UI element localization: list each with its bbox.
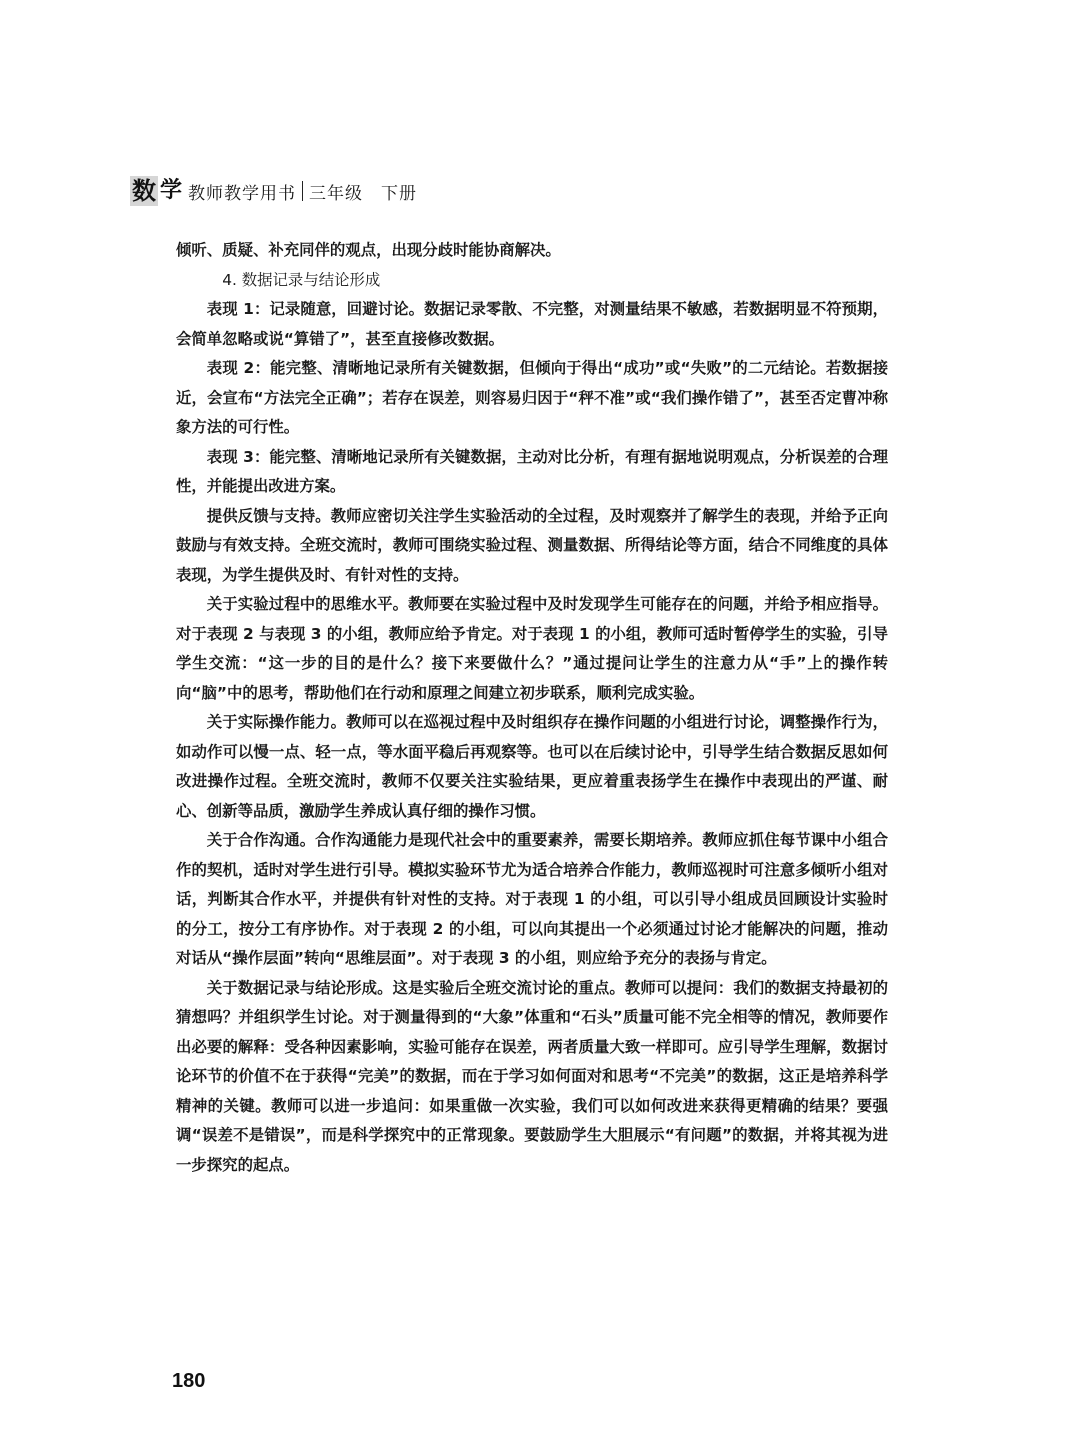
paragraph-cooperation: 关于合作沟通。合作沟通能力是现代社会中的重要素养，需要长期培养。教师应抓住每节课中小组合作的契机，适时对学生进行引导。模拟实验环节尤为适合培养合作能力，教师巡视时可注意多倾听小组对话，判断其合作水平，并提供有针对性的支持。对于表现 1 的小组，可以引导小组成员回顾设计实验时的分工，按分工有序协作。对于表现 2 的小组，可以向其提出一个必须通过讨论才能解决的问题，推动对话从“操作层面”转向“思维层面”。对于表现 3 的小组，则应给予充分的表扬与肯定。 [176,831,888,967]
logo-char-shu: 数 [132,177,156,205]
logo-char-xue: 学 [160,178,183,203]
paragraph-level-3: 表现 3：能完整、清晰地记录所有关键数据，主动对比分析，有理有据地说明观点，分析误差的合理性，并能提出改进方案。 [176,447,888,495]
book-logo [130,176,184,206]
page-number: 180 [172,1370,206,1392]
section-heading: 4. 数据记录与结论形成 [222,270,381,289]
running-header [130,175,417,207]
paragraph-level-1: 表现 1：记录随意，回避讨论。数据记录零散、不完整，对测量结果不敏感，若数据明显不符预期，会简单忽略或说“算错了”，甚至直接修改数据。 [176,300,888,348]
paragraph-feedback: 提供反馈与支持。教师应密切关注学生实验活动的全过程，及时观察并了解学生的表现，并给予正向鼓励与有效支持。全班交流时，教师可围绕实验过程、测量数据、所得结论等方面，结合不同维度的具体表现，为学生提供及时、有针对性的支持。 [176,506,888,584]
paragraph-thinking: 关于实验过程中的思维水平。教师要在实验过程中及时发现学生可能存在的问题，并给予相应指导。对于表现 2 与表现 3 的小组，教师应给予肯定。对于表现 1 的小组，教师可适时暂停学生的实验，引导学生交流：“这一步的目的是什么？接下来要做什么？”通过提问让学生的注意力从“手”上的操作转向“脑”中的思考，帮助他们在行动和原理之间建立初步联系，顺利完成实验。 [176,595,888,702]
book-title: 教师教学用书 [188,183,297,204]
paragraph-continuation: 倾听、质疑、补充同伴的观点，出现分歧时能协商解决。 [176,241,561,259]
paragraph-level-2: 表现 2：能完整、清晰地记录所有关键数据，但倾向于得出“成功”或“失败”的二元结论。若数据接近，会宣布“方法完全正确”；若存在误差，则容易归因于“秤不准”或“我们操作错了”，甚至否定曹冲称象方法的可行性。 [176,359,888,436]
grade-label: 三年级 [309,183,364,204]
paragraph-data-conclusion: 关于数据记录与结论形成。这是实验后全班交流讨论的重点。教师可以提问：我们的数据支持最初的猜想吗？并组织学生讨论。对于测量得到的“大象”体重和“石头”质量可能不完全相等的情况，教师要作出必要的解释：受各种因素影响，实验可能存在误差，两者质量大致一样即可。应引导学生理解，数据讨论环节的价值不在于获得“完美”的数据，而在于学习如何面对和思考“不完美”的数据，这正是培养科学精神的关键。教师可以进一步追问：如果重做一次实验，我们可以如何改进来获得更精确的结果？要强调“误差不是错误”，而是科学探究中的正常现象。要鼓励学生大胆展示“有问题”的数据，并将其视为进一步探究的起点。 [176,978,888,1174]
page-body [176,236,888,1180]
paragraph-operation: 关于实际操作能力。教师可以在巡视过程中及时组织存在操作问题的小组进行讨论，调整操作行为，如动作可以慢一点、轻一点，等水面平稳后再观察等。也可以在后续讨论中，引导学生结合数据反思如何改进操作过程。全班交流时，教师不仅要关注实验结果，更应着重表扬学生在操作中表现出的严谨、耐心、创新等品质，激励学生养成认真仔细的操作习惯。 [176,713,888,820]
header-divider [302,181,303,201]
volume-label: 下册 [381,183,418,204]
